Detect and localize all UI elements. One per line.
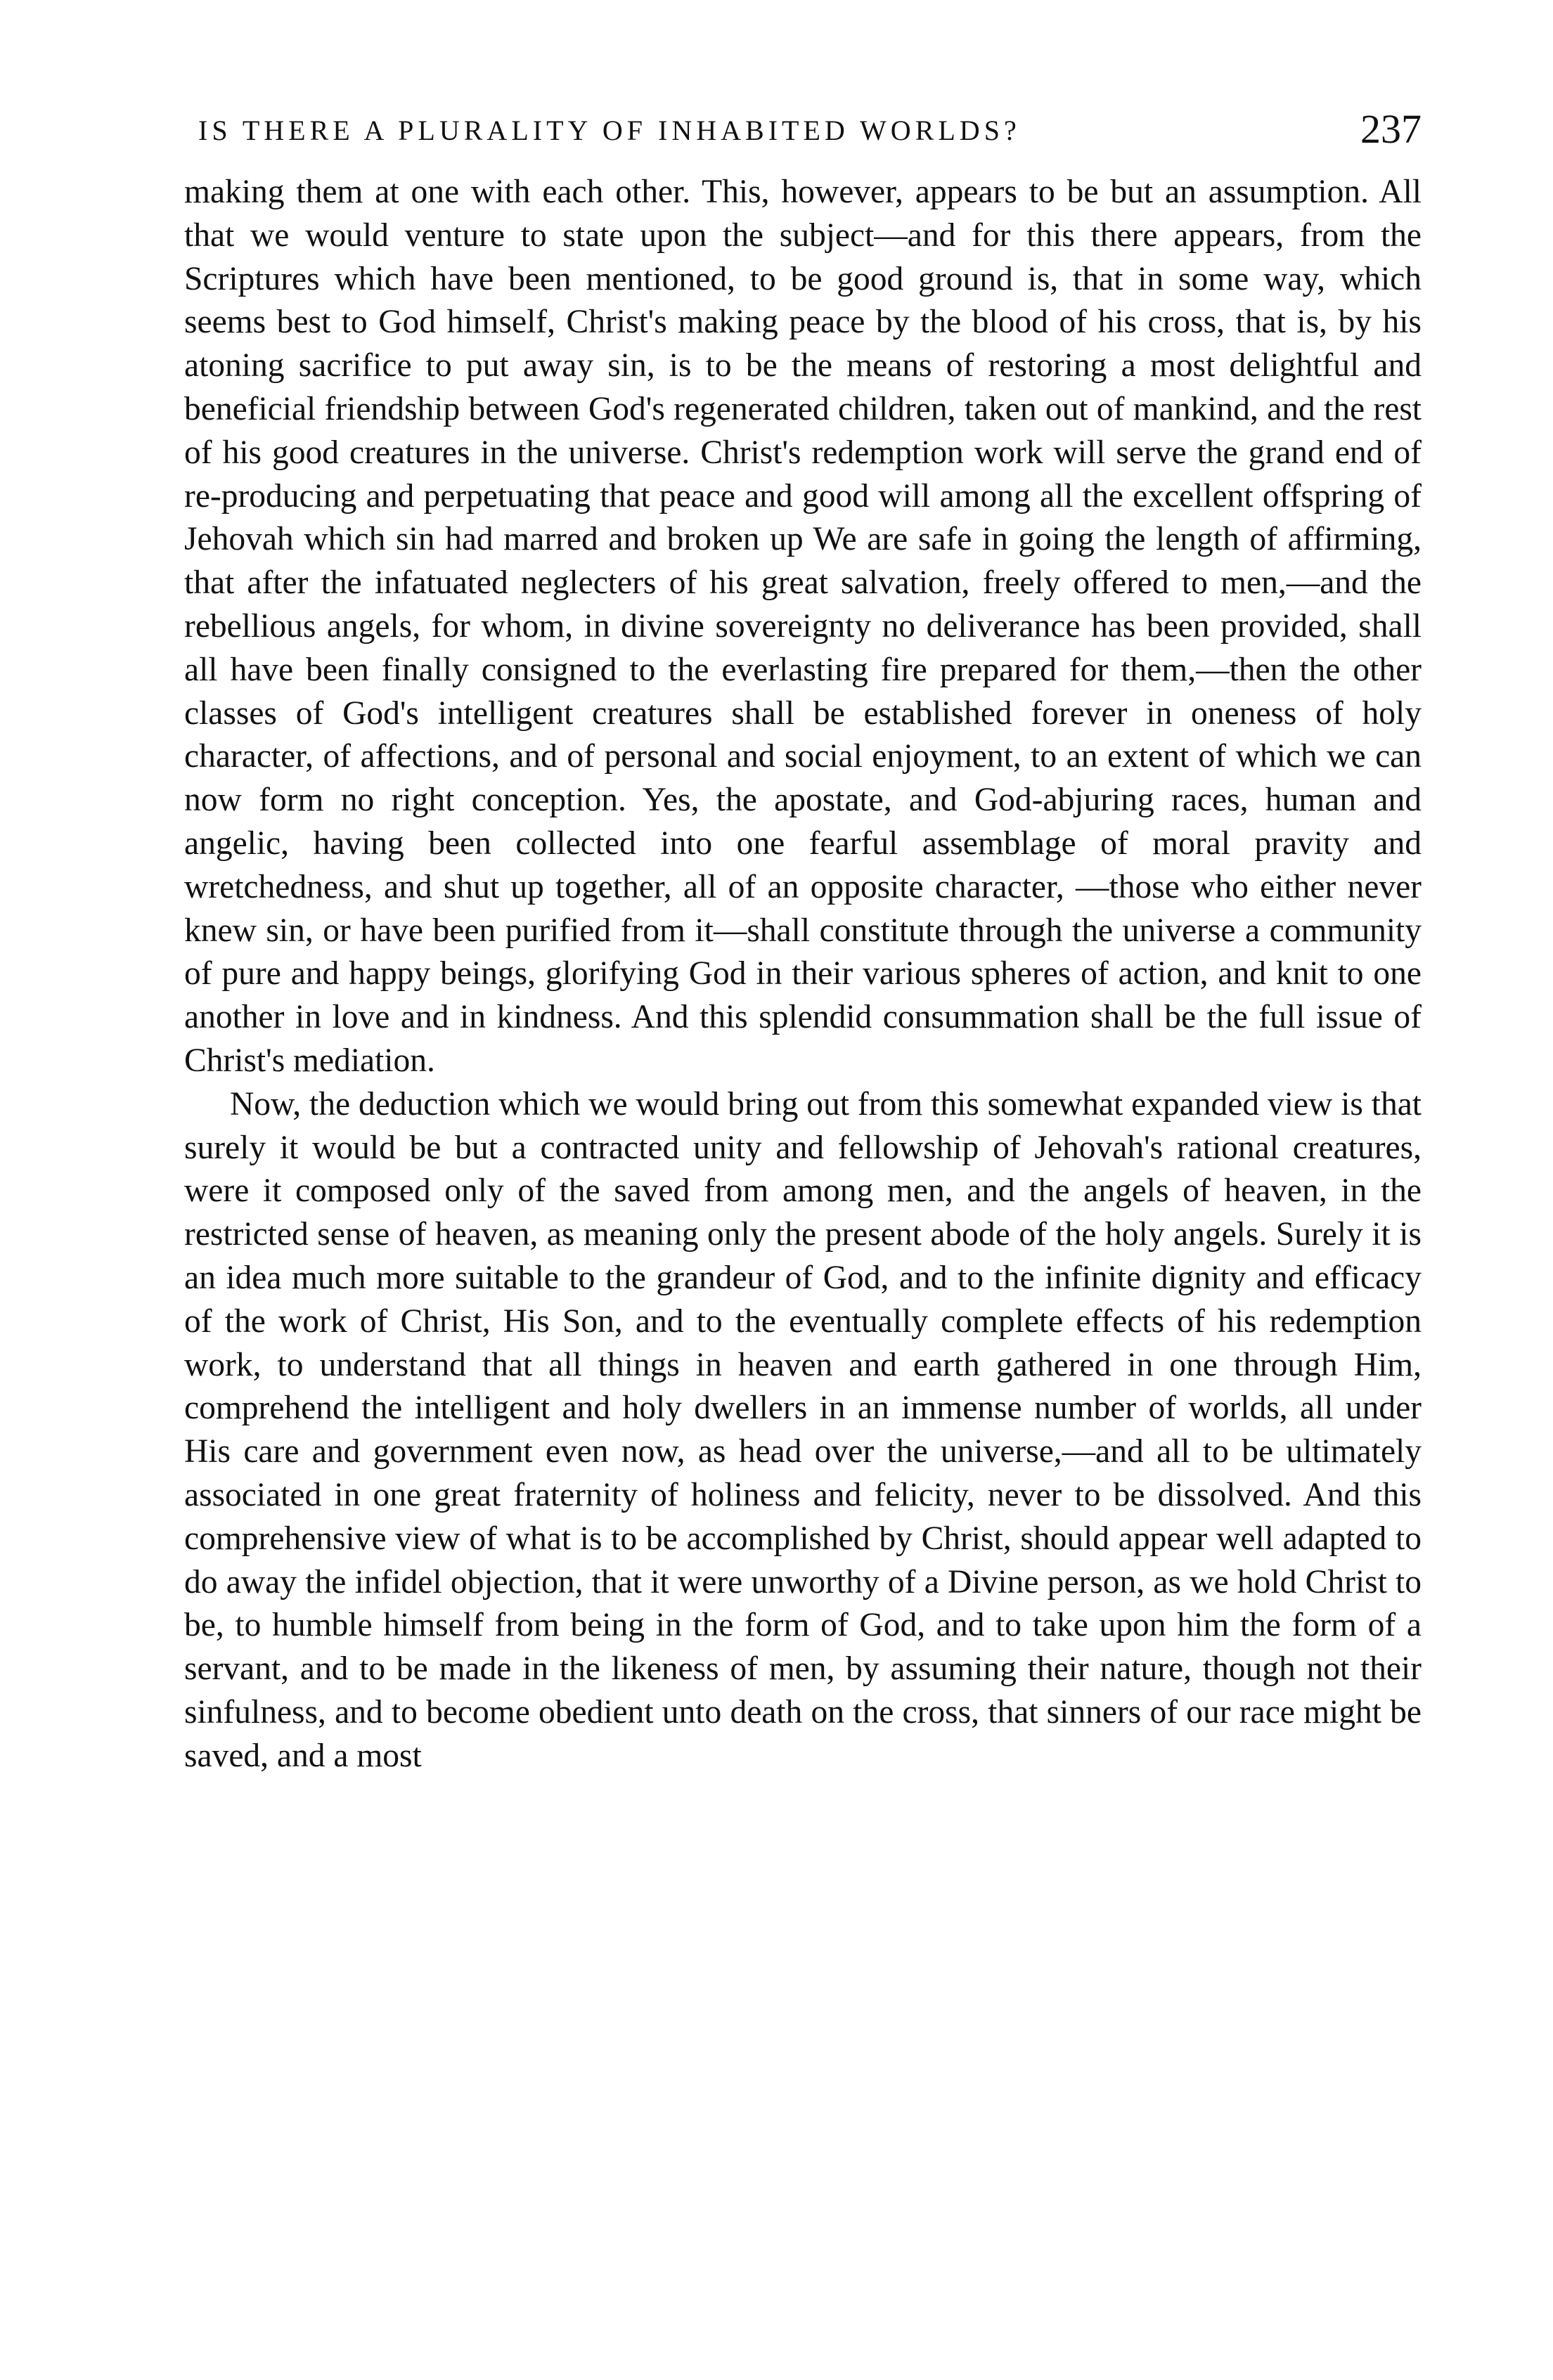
- paragraph-continued: making them at one with each other. This, however, appears to be but an assumption. All that we would venture to state upon the subject—and for this there appears, from the Scriptures which have been mentioned, to be good ground is, that in some way, which seems best to God himself, Christ's making peace by the blood of his cross, that is, by his atoning sacrifice to put away sin, is to be the means of restoring a most delightful and beneficial friendship between God's regenerated children, taken out of mankind, and the rest of his good creatures in the universe. Christ's redemption work will serve the grand end of re-producing and perpetuating that peace and good will among all the excellent offspring of Jehovah which sin had marred and broken up We are safe in going the length of affirming, that after the infatuated neglecters of his great salvation, freely offered to men,—and the rebellious angels, for whom, in divine sovereignty no deliverance has been provided, shall all have been finally consigned to the everlasting fire prepared for them,—then the other classes of God's intelligent creatures shall be established forever in oneness of holy character, of affections, and of personal and social enjoyment, to an extent of which we can now form no right conception. Yes, the apostate, and God-abjuring races, human and angelic, having been collected into one fearful assemblage of moral pravity and wretchedness, and shut up together, all of an opposite character, —those who either never knew sin, or have been purified from it—shall constitute through the universe a community of pure and happy beings, glorifying God in their various spheres of action, and knit to one another in love and in kindness. And this splendid consummation shall be the full issue of Christ's mediation.: [184, 174, 1422, 1079]
- body-text: [184, 171, 1422, 2343]
- page-number: 237: [1360, 106, 1422, 152]
- running-header: [184, 105, 1422, 162]
- paragraph: Now, the deduction which we would bring out from this somewhat expanded view is that surely it would be but a contracted unity and fellowship of Jehovah's rational creatures, were it composed only of the saved from among men, and the angels of heaven, in the restricted sense of heaven, as meaning only the present abode of the holy angels. Surely it is an idea much more suitable to the grandeur of God, and to the infinite dignity and efficacy of the work of Christ, His Son, and to the eventually complete effects of his redemption work, to understand that all things in heaven and earth gathered in one through Him, comprehend the intelligent and holy dwellers in an immense number of worlds, all under His care and government even now, as head over the universe,—and all to be ultimately associated in one great fraternity of holiness and felicity, never to be dissolved. And this comprehensive view of what is to be accomplished by Christ, should appear well adapted to do away the infidel objection, that it were unworthy of a Divine person, as we hold Christ to be, to humble himself from being in the form of God, and to take upon him the form of a servant, and to be made in the likeness of men, by assuming their nature, though not their sinfulness, and to become obedient unto death on the cross, that sinners of our race might be saved, and a most: [184, 1085, 1422, 1774]
- running-title: IS THERE A PLURALITY OF INHABITED WORLDS?: [198, 115, 1021, 146]
